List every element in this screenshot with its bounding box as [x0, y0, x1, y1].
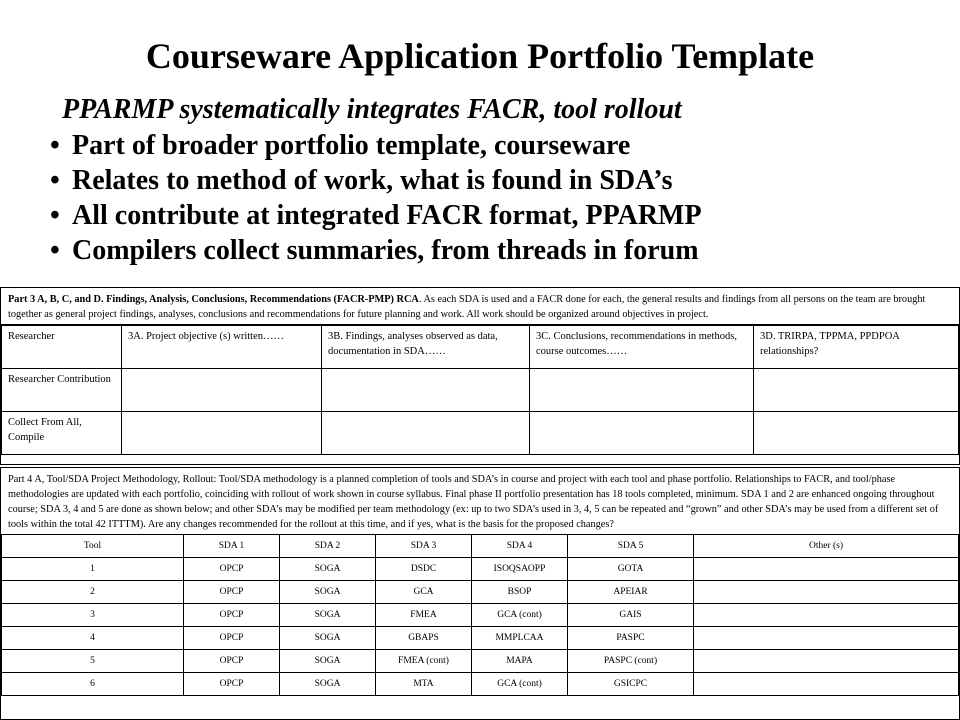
- bullet-text: Compilers collect summaries, from threads in forum: [72, 235, 699, 266]
- bullet-item: [50, 233, 702, 268]
- part4-cell: [694, 650, 959, 673]
- part3-cell: [322, 369, 530, 412]
- part4-tool-number: 4: [2, 627, 184, 650]
- slide-subtitle: PPARMP systematically integrates FACR, tool rollout: [62, 94, 682, 125]
- part4-cell: OPCP: [184, 650, 280, 673]
- part3-row: [2, 325, 959, 369]
- part4-column-header: Tool: [2, 535, 184, 558]
- part4-column-header: SDA 1: [184, 535, 280, 558]
- part4-cell: MTA: [376, 673, 472, 696]
- part4-cell: GBAPS: [376, 627, 472, 650]
- part4-cell: [694, 627, 959, 650]
- part4-cell: SOGA: [280, 650, 376, 673]
- part4-cell: OPCP: [184, 558, 280, 581]
- part4-cell: FMEA (cont): [376, 650, 472, 673]
- part4-cell: GCA: [376, 581, 472, 604]
- bullet-item: [50, 128, 702, 163]
- bullet-text: Relates to method of work, what is found in SDA’s: [72, 165, 673, 196]
- part3-row-label: Collect From All, Compile: [2, 412, 122, 455]
- part4-cell: GCA (cont): [472, 604, 568, 627]
- part4-cell: SOGA: [280, 673, 376, 696]
- part4-tool-number: 1: [2, 558, 184, 581]
- part3-cell: [530, 412, 754, 455]
- part3-cell: [122, 369, 322, 412]
- part4-cell: OPCP: [184, 627, 280, 650]
- part4-cell: APEIAR: [568, 581, 694, 604]
- part4-column-header: SDA 3: [376, 535, 472, 558]
- part4-tool-number: 3: [2, 604, 184, 627]
- part4-cell: SOGA: [280, 558, 376, 581]
- part4-panel: [0, 467, 960, 720]
- part3-cell: [322, 412, 530, 455]
- bullet-item: [50, 163, 702, 198]
- part4-row: [2, 558, 959, 581]
- part4-cell: PASPC: [568, 627, 694, 650]
- part4-cell: OPCP: [184, 581, 280, 604]
- part4-cell: GCA (cont): [472, 673, 568, 696]
- part4-cell: MAPA: [472, 650, 568, 673]
- part4-cell: [694, 673, 959, 696]
- part3-row-label: Researcher Contribution: [2, 369, 122, 412]
- part4-row: [2, 627, 959, 650]
- part3-cell: [754, 412, 959, 455]
- part4-column-header: SDA 2: [280, 535, 376, 558]
- bullet-dot-icon: •: [50, 200, 60, 231]
- part4-cell: DSDC: [376, 558, 472, 581]
- part3-cell: 3D. TRIRPA, TPPMA, PPDPOA relationships?: [754, 325, 959, 369]
- part3-row: [2, 369, 959, 412]
- bullet-list: [50, 128, 702, 268]
- bullet-text: Part of broader portfolio template, courseware: [72, 130, 631, 161]
- part3-cell: [530, 369, 754, 412]
- bullet-item: [50, 198, 702, 233]
- part4-cell: SOGA: [280, 604, 376, 627]
- part4-cell: SOGA: [280, 581, 376, 604]
- part4-header-row: [2, 535, 959, 558]
- part4-cell: FMEA: [376, 604, 472, 627]
- bullet-dot-icon: •: [50, 130, 60, 161]
- part4-row: [2, 650, 959, 673]
- part4-cell: OPCP: [184, 673, 280, 696]
- part4-cell: GAIS: [568, 604, 694, 627]
- part4-tool-number: 2: [2, 581, 184, 604]
- part4-description: Part 4 A, Tool/SDA Project Methodology, Rollout: Tool/SDA methodology is a planned completion of tools and SDA’s in course and project with each tool and phase portfolio. Relationships to FACR, and tool/phase methodologies are updated with each portfolio, coinciding with rollout of work shown in course syllabus. Final phase II portfolio presentation has 18 tools completed, minimum. SDA 1 and 2 are enhanced ongoing throughout course; SDA 3, 4 and 5 are done as shown below; and other SDA’s may be modified per team methodology (ex: up to two SDA’s used in 3, 4, 5 can be repeated and “grown” and other SDA’s may be used from a different set of tools within the total 42 ITTTM). Are any changes recommended for the rollout at this time, and if yes, what is the basis for the proposed changes?: [8, 474, 939, 530]
- bullet-text: All contribute at integrated FACR format, PPARMP: [72, 200, 702, 231]
- part3-cell: 3B. Findings, analyses observed as data, documentation in SDA……: [322, 325, 530, 369]
- part4-cell: [694, 581, 959, 604]
- part3-cell: 3A. Project objective (s) written……: [122, 325, 322, 369]
- part4-cell: [694, 604, 959, 627]
- part4-row: [2, 581, 959, 604]
- part3-cell: 3C. Conclusions, recommendations in methods, course outcomes……: [530, 325, 754, 369]
- part4-cell: OPCP: [184, 604, 280, 627]
- part4-tool-number: 6: [2, 673, 184, 696]
- part3-heading: Part 3 A, B, C, and D. Findings, Analysis, Conclusions, Recommendations (FACR-PMP) RCA: [8, 294, 419, 305]
- slide-title: Courseware Application Portfolio Template: [145, 36, 815, 76]
- part4-cell: PASPC (cont): [568, 650, 694, 673]
- part4-cell: MMPLCAA: [472, 627, 568, 650]
- part4-tool-number: 5: [2, 650, 184, 673]
- part3-description: [1, 288, 959, 324]
- part4-cell: [694, 558, 959, 581]
- part3-row: [2, 412, 959, 455]
- part4-row: [2, 673, 959, 696]
- part3-table: [1, 324, 959, 455]
- bullet-dot-icon: •: [50, 235, 60, 266]
- part3-cell: [122, 412, 322, 455]
- part4-cell: BSOP: [472, 581, 568, 604]
- bullet-dot-icon: •: [50, 165, 60, 196]
- part3-row-label: Researcher: [2, 325, 122, 369]
- part4-cell: GSICPC: [568, 673, 694, 696]
- part4-column-header: SDA 5: [568, 535, 694, 558]
- part3-panel: [0, 287, 960, 465]
- part4-cell: ISOQSAOPP: [472, 558, 568, 581]
- part3-cell: [754, 369, 959, 412]
- part4-cell: SOGA: [280, 627, 376, 650]
- part4-column-header: Other (s): [694, 535, 959, 558]
- part4-table: [1, 534, 959, 696]
- part3-description-text: . As each SDA is used and a FACR done for each, the general results and findings from all persons on the team are brought together as general project findings, analyses, conclusions and recommendations for future planning and work. All work should be organized around objectives in project.: [8, 294, 926, 320]
- part4-cell: GOTA: [568, 558, 694, 581]
- part4-column-header: SDA 4: [472, 535, 568, 558]
- part4-row: [2, 604, 959, 627]
